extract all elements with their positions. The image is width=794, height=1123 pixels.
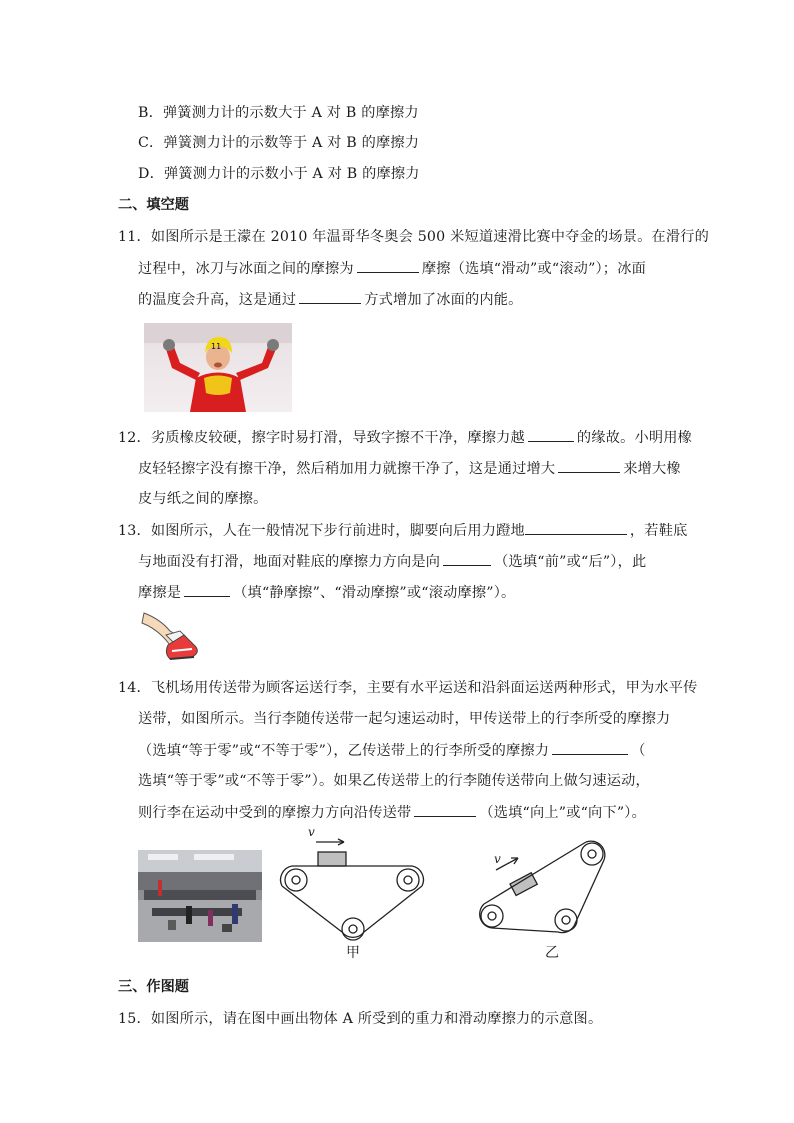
q13-text-3a: 摩擦是 (138, 585, 182, 601)
q11-text-2b: 摩擦（选填“滑动”或“滚动”）；冰面 (421, 261, 646, 277)
q13-text-2b: （选填“前”或“后”），此 (494, 554, 647, 570)
q13-blank-3[interactable] (184, 582, 230, 597)
airport-conveyor-photo (138, 850, 262, 942)
q14-text-3b: （ (631, 743, 646, 759)
v-label-yi: v (494, 852, 501, 866)
q13-text-1b: ，若鞋底 (629, 523, 688, 539)
q12-text-2b: 来增大橡 (623, 461, 681, 477)
q13-line-1 (118, 520, 687, 541)
q13-text-1a: 13．如图所示，人在一般情况下步行前进时，脚要向后用力蹬地 (118, 523, 525, 539)
q11-line-1: 11．如图所示是王濛在 2010 年温哥华冬奥会 500 米短道速滑比赛中夺金的场景。在滑行的 (118, 229, 710, 245)
q13-blank-1[interactable] (525, 520, 627, 535)
q11-text-3a: 的温度会升高，这是通过 (138, 292, 297, 308)
q14-line-5 (138, 802, 646, 823)
q13-text-3b: （填“静摩擦”、“滑动摩擦”或“滚动摩擦”）。 (233, 585, 516, 601)
q12-line-2 (138, 458, 681, 479)
q14-text-5b: （选填“向上”或“向下”）。 (479, 805, 646, 821)
section-title-fill-blank: 二、填空题 (118, 197, 189, 213)
q12-text-1a: 12．劣质橡皮较硬，擦字时易打滑，导致字擦不干净，摩擦力越 (118, 430, 525, 446)
section-title-drawing: 三、作图题 (118, 979, 189, 995)
q13-blank-2[interactable] (443, 551, 491, 566)
q12-line-1 (118, 427, 692, 448)
q14-line-1: 14．飞机场用传送带为顾客运送行李，主要有水平运送和沿斜面运送两种形式，甲为水平传 (118, 680, 698, 696)
caption-jia: 甲 (346, 945, 360, 961)
q12-line-3: 皮与纸之间的摩擦。 (138, 491, 268, 507)
q13-text-2a: 与地面没有打滑，地面对鞋底的摩擦力方向是向 (138, 554, 441, 570)
q14-line-3 (138, 740, 646, 761)
conveyor-yi-diagram (470, 832, 620, 952)
q12-text-2a: 皮轻轻擦字没有擦干净，然后稍加用力就擦干净了，这是通过增大 (138, 461, 556, 477)
q14-text-5a: 则行李在运动中受到的摩擦力方向沿传送带 (138, 805, 412, 821)
caption-yi: 乙 (545, 945, 559, 961)
q11-line-2 (138, 258, 646, 279)
option-c: C．弹簧测力计的示数等于 A 对 B 的摩擦力 (138, 135, 420, 151)
q11-line-3 (138, 289, 523, 310)
q11-text-3b: 方式增加了冰面的内能。 (364, 292, 523, 308)
q14-blank-3[interactable] (414, 802, 476, 817)
q13-line-2 (138, 551, 646, 572)
q11-text-2a: 过程中，冰刀与冰面之间的摩擦为 (138, 261, 354, 277)
q13-line-3 (138, 582, 515, 603)
svg-text:11: 11 (211, 342, 222, 351)
q14-blank-2[interactable] (552, 740, 628, 755)
q14-line-4: 选填“等于零”或“不等于零”）。如果乙传送带上的行李随传送带向上做匀速运动， (138, 773, 650, 789)
v-label-jia: v (308, 825, 315, 839)
option-d: D．弹簧测力计的示数小于 A 对 B 的摩擦力 (138, 166, 420, 182)
q12-blank-2[interactable] (558, 458, 620, 473)
foot-shoe-picture (140, 607, 206, 665)
q11-blank-2[interactable] (299, 289, 361, 304)
q15-text: 15．如图所示，请在图中画出物体 A 所受到的重力和滑动摩擦力的示意图。 (118, 1011, 603, 1027)
skater-photo (144, 323, 292, 412)
q12-blank-1[interactable] (528, 427, 574, 442)
q12-text-1b: 的缘故。小明用橡 (576, 430, 693, 446)
q14-text-3a: （选填“等于零”或“不等于零”），乙传送带上的行李所受的摩擦力 (138, 743, 550, 759)
option-b: B．弹簧测力计的示数大于 A 对 B 的摩擦力 (138, 105, 419, 121)
q11-blank-1[interactable] (357, 258, 419, 273)
q14-line-2: 送带，如图所示。当行李随传送带一起匀速运动时，甲传送带上的行李所受的摩擦力 (138, 711, 671, 727)
